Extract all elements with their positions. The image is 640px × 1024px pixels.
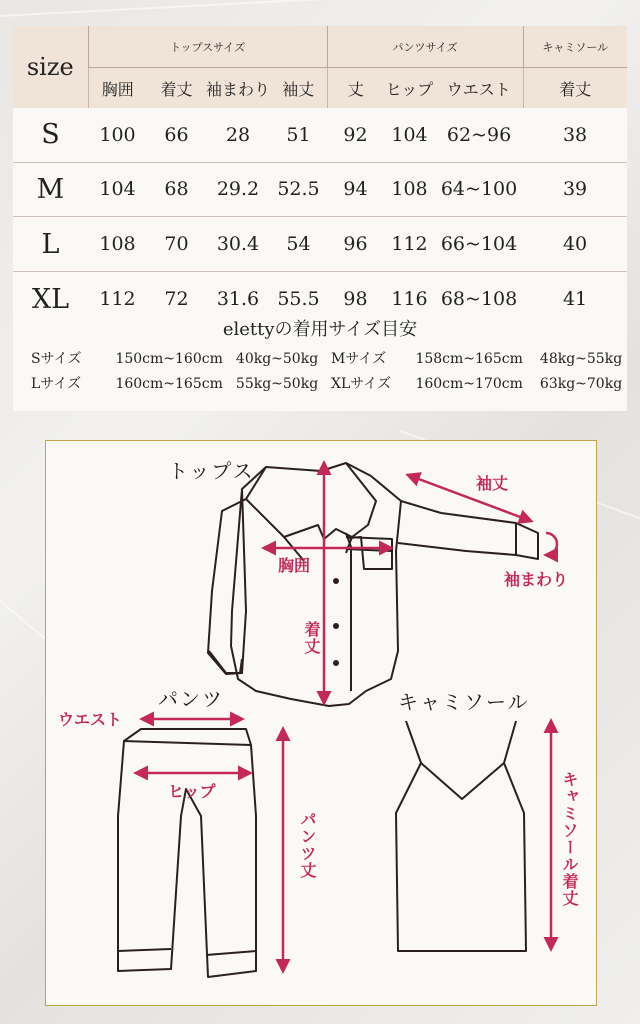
table-cell: 39 xyxy=(523,162,627,217)
table-cell: 104 xyxy=(391,123,428,146)
waist-label: ウエスト xyxy=(58,710,123,729)
table-cell: 66 xyxy=(164,123,189,146)
group-pants: パンツサイズ xyxy=(327,26,523,68)
table-cell: 112 xyxy=(384,217,435,272)
table-cell: 116 xyxy=(384,272,435,326)
table-cell: 54 xyxy=(270,217,327,272)
guide-entry xyxy=(331,373,622,393)
guide-weight: 63kg~70kg xyxy=(539,376,623,392)
guide-height: 158cm~165cm xyxy=(415,351,523,367)
table-cell: 100 xyxy=(99,123,136,146)
table-cell: 92 xyxy=(343,123,368,146)
shirt-buttons xyxy=(333,578,339,666)
table-row xyxy=(13,217,627,272)
camisole-outline xyxy=(396,721,526,951)
column-header: ウエスト xyxy=(446,79,511,99)
size-name: M xyxy=(13,162,88,217)
pants-label: パンツ xyxy=(158,687,224,711)
table-row xyxy=(13,162,627,217)
garment-illustration xyxy=(46,441,598,1007)
hip-label: ヒップ xyxy=(168,782,216,801)
camisole-length-label: キャミソール着丈 xyxy=(560,771,579,907)
table-cell: 96 xyxy=(327,217,384,272)
column-header: 着丈 xyxy=(523,68,627,108)
size-table xyxy=(13,26,627,326)
guide-entry xyxy=(31,348,318,368)
camisole-label: キャミソール xyxy=(398,690,530,714)
pants-outline xyxy=(118,729,256,977)
column-header: ヒップ xyxy=(385,79,434,99)
sleeve-length-label: 袖丈 xyxy=(476,474,509,493)
table-cell: 72 xyxy=(147,272,206,326)
table-cell: 55.5 xyxy=(270,272,327,326)
table-cell: 31.6 xyxy=(206,272,270,326)
table-cell: 38 xyxy=(562,123,588,146)
guide-entry xyxy=(331,348,622,368)
table-cell: 108 xyxy=(88,217,147,272)
guide-size: Sサイズ xyxy=(31,351,82,367)
guide-height: 160cm~165cm xyxy=(115,376,223,392)
table-cell: 52.5 xyxy=(270,162,327,217)
measurement-diagram xyxy=(45,440,597,1006)
guide-height: 150cm~160cm xyxy=(115,351,223,367)
guide-weight: 48kg~55kg xyxy=(539,351,623,367)
pants-length-label: パンツ丈 xyxy=(298,811,317,879)
guide-weight: 55kg~50kg xyxy=(235,376,319,392)
table-cell: 28 xyxy=(225,123,251,146)
table-cell: 62~96 xyxy=(446,123,512,146)
column-header: 丈 xyxy=(327,68,384,108)
size-name: XL xyxy=(13,272,88,326)
guide-height: 160cm~170cm xyxy=(415,376,523,392)
guide-size: Mサイズ xyxy=(331,351,387,367)
sleeve-circumference-label: 袖まわり xyxy=(504,570,569,589)
size-name: L xyxy=(13,217,88,272)
guide-title: elettyの着用サイズ目安 xyxy=(222,319,418,340)
chest-label: 胸囲 xyxy=(278,556,311,575)
table-cell: 29.2 xyxy=(206,162,270,217)
shirt-outline xyxy=(208,463,538,706)
size-chart-panel xyxy=(13,26,627,411)
table-cell: 68~108 xyxy=(435,272,523,326)
table-cell: 30.4 xyxy=(206,217,270,272)
size-name: S xyxy=(41,119,60,151)
column-header: 胸囲 xyxy=(88,68,147,108)
guide-weight: 40kg~50kg xyxy=(235,351,319,367)
table-cell: 112 xyxy=(88,272,147,326)
length-label: 着丈 xyxy=(302,621,321,655)
table-cell: 41 xyxy=(523,272,627,326)
table-cell: 94 xyxy=(327,162,384,217)
guide-entry xyxy=(31,373,318,393)
table-cell: 104 xyxy=(88,162,147,217)
table-cell: 70 xyxy=(147,217,206,272)
table-cell: 98 xyxy=(327,272,384,326)
measurement-arrows xyxy=(136,463,557,971)
tops-label: トップス xyxy=(168,459,255,483)
table-cell: 108 xyxy=(384,162,435,217)
guide-size: Lサイズ xyxy=(31,376,82,392)
table-cell: 40 xyxy=(523,217,627,272)
table-cell: 66~104 xyxy=(435,217,523,272)
column-header: 袖まわり xyxy=(206,79,271,99)
column-header: 着丈 xyxy=(160,79,193,99)
table-cell: 51 xyxy=(286,123,311,146)
column-header: 袖丈 xyxy=(282,79,315,99)
group-tops: トップスサイズ xyxy=(88,26,327,68)
group-camisole: キャミソール xyxy=(523,26,627,68)
table-cell: 64~100 xyxy=(435,162,523,217)
table-cell: 68 xyxy=(147,162,206,217)
size-header: size xyxy=(26,52,74,81)
guide-size: XLサイズ xyxy=(331,376,392,392)
table-row xyxy=(13,108,627,162)
